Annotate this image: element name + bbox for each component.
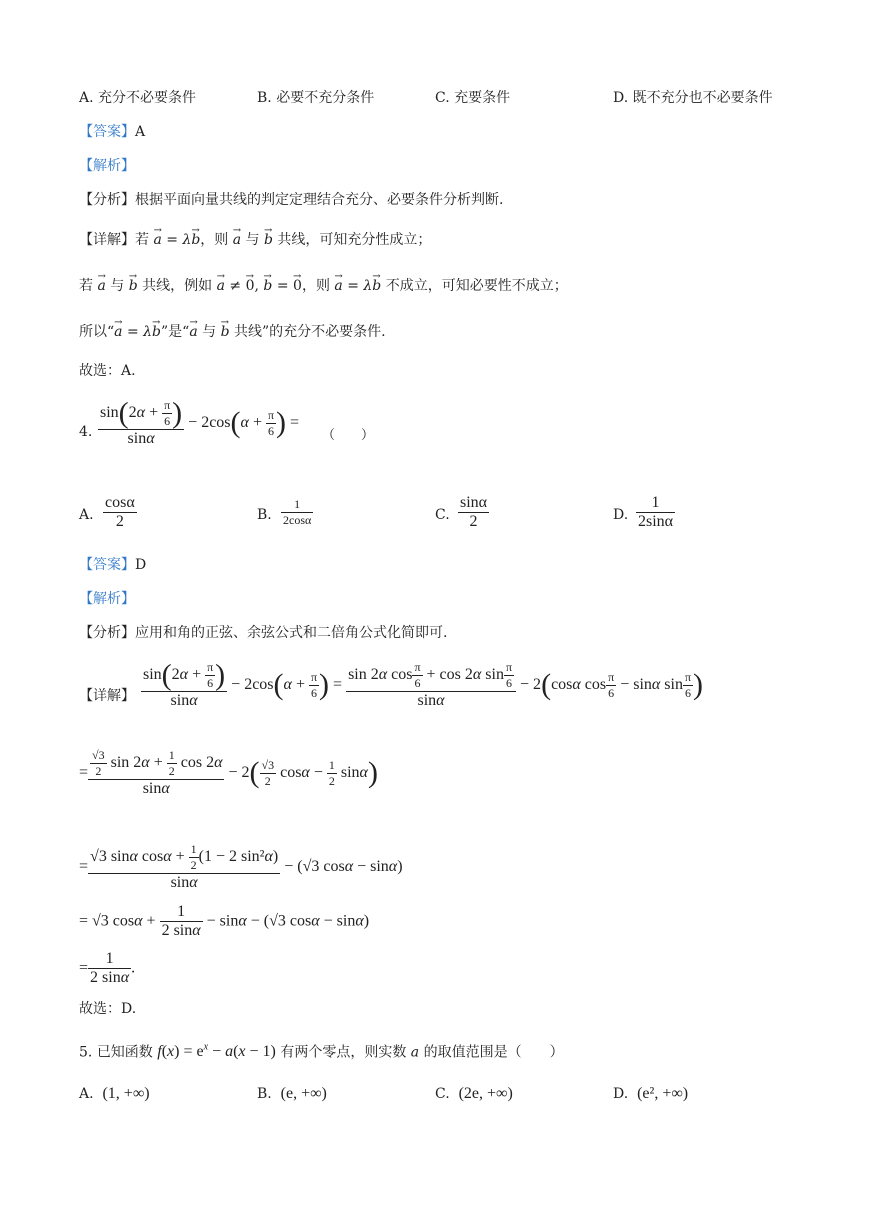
q5-option-b-value: (e, +∞) [280, 1085, 327, 1102]
q4-stem-expression: sin(2α + $\frac{\pi}{6}$ ) sinα − 2cos(α + $\frac{\pi}{6}$ ) = [100, 396, 300, 447]
q3-option-b: B. 必要不充分条件 [257, 90, 375, 106]
q5-option-d-value: (e², +∞) [637, 1085, 689, 1102]
q3-option-d: D. 既不充分也不必要条件 [613, 90, 773, 106]
q4-answer [79, 555, 146, 575]
q4-option-a-den: 2 [103, 512, 137, 531]
q3-analysis-tag: 【解析】 [79, 158, 135, 174]
q4-paren: （ ） [322, 428, 375, 443]
q5-function-expression: $f(x) = e^x - a(x - 1)$ [157, 1042, 276, 1061]
q5-stem-end: 的取值范围是（ ） [423, 1044, 564, 1061]
q4-option-d-den: 2sinα [638, 513, 674, 530]
q4-analysis-tag: 【解析】 [79, 591, 135, 607]
q5-option-c [435, 1084, 513, 1104]
q5-option-d-label: D. [613, 1086, 629, 1102]
q3-detail-line-2: 若 → a 与 → b 共线，例如 → a ≠ → 0, → b = → 0，则 → a = λ→ b 不成立，可知必要性不成立； [79, 276, 568, 296]
q4-option-d-num: 1 [651, 494, 660, 511]
q4-option-c-num: sinα [460, 494, 488, 511]
q4-detail-line-4: = √3 cosα + $\frac{1}{2 \sin\alpha}$ − sinα − (√3 cosα − sinα) [79, 903, 370, 939]
answer-value: D [135, 557, 147, 573]
q4-option-b-num: 1 [294, 497, 301, 511]
q3-detail-line-1: 【详解】若 → a = λ→ b，则 → a 与 → b 共线，可知充分性成立； [79, 230, 431, 250]
q4-number: 4. [79, 424, 93, 440]
q3-option-a: A. 充分不必要条件 [79, 90, 197, 106]
q3-detail-line-3: 所以“→ a = λ→ b”是“→ a 与 → b 共线”的充分不必要条件. [79, 322, 386, 342]
answer-tag: 【答案】 [79, 124, 135, 140]
q4-option-a-num: cosα [105, 494, 135, 511]
q5-option-a-label: A. [79, 1086, 94, 1102]
q3-option-c: C. 充要条件 [435, 90, 511, 106]
q4-option-c-label: C. [435, 507, 450, 523]
q5-option-b [257, 1084, 327, 1104]
q5-option-d [613, 1084, 688, 1104]
q5-stem [79, 1038, 564, 1062]
answer-tag: 【答案】 [79, 557, 135, 573]
q4-option-d-value [636, 494, 675, 531]
q4-option-c-den: 2 [458, 512, 489, 531]
q5-option-b-label: B. [257, 1086, 272, 1102]
q4-detail-tag: 【详解】 [79, 688, 135, 704]
q3-fenxi [79, 190, 503, 210]
q4-option-b-value [281, 497, 313, 528]
q4-fenxi [79, 623, 447, 643]
q5-option-a-value: (1, +∞) [102, 1085, 150, 1102]
q4-detail-line-3: = √3 sinα cosα + $\frac{1}{2}$ (1 − 2 sin²α) sinα − (√3 cosα − sinα) [79, 842, 403, 891]
q5-number: 5. [79, 1044, 93, 1061]
q4-option-a-value [103, 494, 137, 531]
q4-option-b-label: B. [257, 507, 272, 523]
q3-conclusion: 故选：A. [79, 363, 136, 379]
fenxi-tag: 【分析】 [79, 625, 135, 641]
q4-detail-line-5: = $\frac{1}{2 \sin\alpha}$ . [79, 950, 136, 986]
q4-option-d-label: D. [613, 507, 629, 523]
q5-option-c-value: (2e, +∞) [458, 1085, 513, 1102]
answer-value: A [135, 124, 146, 140]
detail-tag: 【详解】 [79, 232, 135, 248]
fenxi-tag: 【分析】 [79, 192, 135, 208]
q5-option-a [79, 1084, 150, 1104]
fenxi-text: 应用和角的正弦、余弦公式和二倍角公式化简即可. [135, 625, 448, 641]
q4-conclusion: 故选：D. [79, 1001, 137, 1017]
q5-option-c-label: C. [435, 1086, 450, 1102]
q4-option-c-value [458, 494, 489, 531]
q5-variable-a: a [410, 1044, 420, 1061]
q3-answer [79, 122, 145, 142]
q4-option-a-label: A. [79, 507, 94, 523]
q5-stem-pre: 已知函数 [96, 1044, 153, 1061]
q4-detail-line-2: = $\frac{√3}{2}$ sin 2α + $\frac{1}{2}$ cos 2α sinα − 2( $\frac{√3}{2}$ cosα − $\frac{1}{2}$ sinα) [79, 748, 378, 797]
q4-option-b-den: 2cosα [283, 513, 312, 527]
q4-detail-line-1: sin(2α + $\frac{\pi}{6}$ ) sinα − 2cos(α + $\frac{\pi}{6}$ ) = sin 2α cos $\frac{\pi}{6}$ + cos 2α sin $\frac{\pi}{6}$ sinα − 2(cosα cos $\frac{\pi}{6}$ − sinα sin $\frac{\pi}{6}$ ) [143, 658, 704, 709]
q5-stem-post: 有两个零点，则实数 [280, 1044, 407, 1061]
fenxi-text: 根据平面向量共线的判定定理结合充分、必要条件分析判断. [135, 192, 504, 208]
